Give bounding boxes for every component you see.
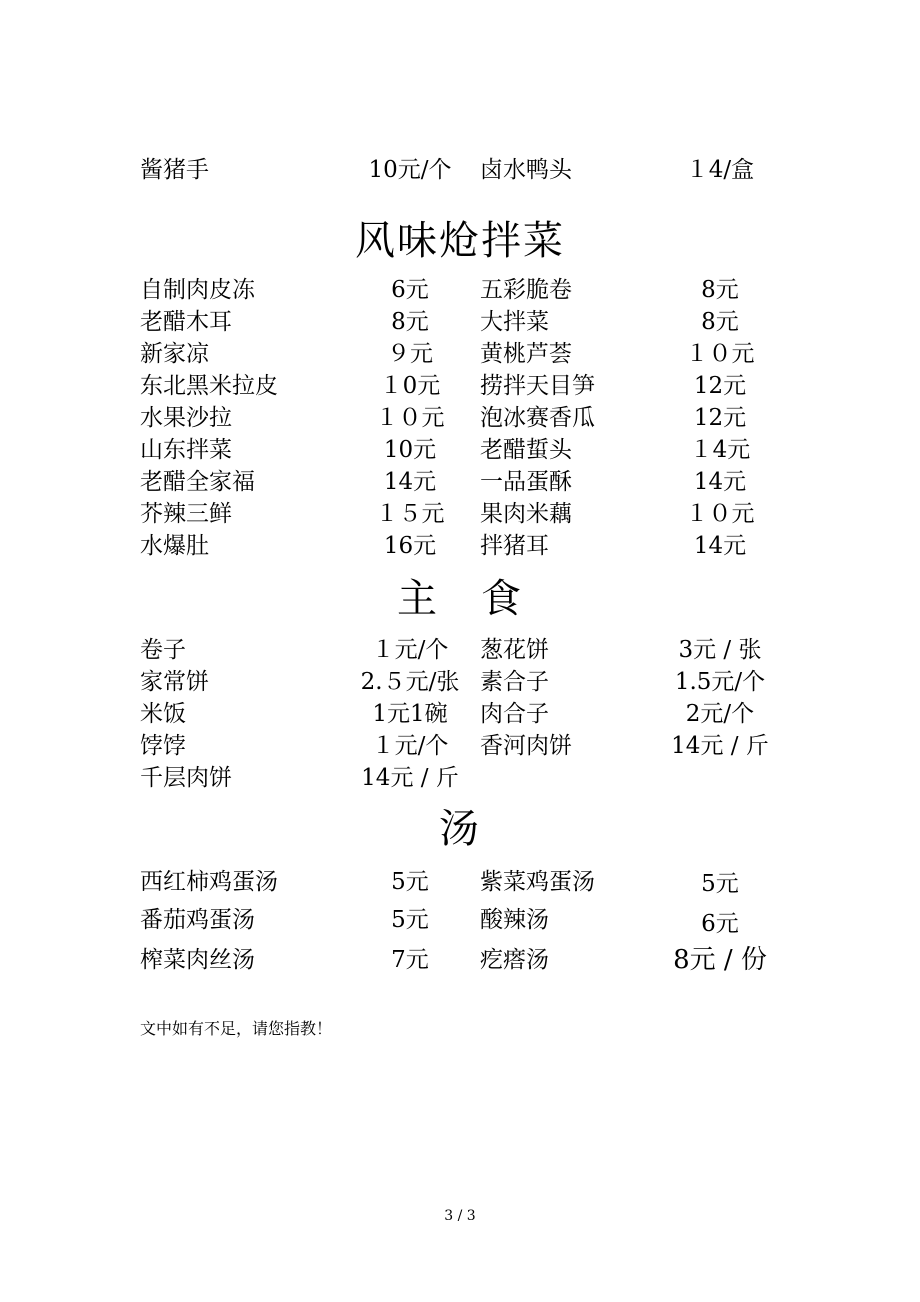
menu-row [0,434,920,466]
dish-name: 泡冰赛香瓜 [480,405,595,431]
menu-row [0,466,920,498]
menu-row [0,530,920,562]
menu-row [0,698,920,730]
dish-price: １０元 [375,405,445,431]
menu-row [0,730,920,762]
dish-name: 东北黑米拉皮 [140,373,278,399]
dish-price: １元/个 [371,637,449,663]
dish-name: 榨菜肉丝汤 [140,947,255,973]
dish-name: 山东拌菜 [140,437,232,463]
dish-price: 14元 / 斤 [671,733,769,759]
dish-name: 紫菜鸡蛋汤 [480,869,595,895]
dish-name: 老醋木耳 [140,309,232,335]
dish-price: １５元 [375,501,445,527]
menu-row [0,944,920,976]
dish-price: １０元 [685,501,755,527]
dish-name: 拌猪耳 [480,533,549,559]
dish-price: 7元 [391,947,429,973]
menu-row [0,762,920,794]
dish-name: 老醋蜇头 [480,437,572,463]
dish-name: 疙瘩汤 [480,947,549,973]
dish-name: 老醋全家福 [140,469,255,495]
dish-price: 14元 [693,533,747,559]
dish-name: 五彩脆卷 [480,277,572,303]
dish-price: 14元 / 斤 [361,765,459,791]
dish-price: １4元 [689,437,751,463]
dish-name: 香河肉饼 [480,733,572,759]
menu-row [0,666,920,698]
dish-price: 5元 [701,871,739,897]
dish-price: 6元 [701,911,739,937]
footer-note: 文中如有不足，请您指教！ [140,1019,333,1038]
menu-row [0,402,920,434]
dish-name: 酱猪手 [140,157,209,183]
dish-name: 水果沙拉 [140,405,232,431]
dish-name: 水爆肚 [140,533,209,559]
dish-price: 12元 [693,405,747,431]
dish-price: 10元 [383,437,437,463]
dish-name: 西红柿鸡蛋汤 [140,869,278,895]
dish-name: 素合子 [480,669,549,695]
dish-price: 1.5元/个 [674,669,766,695]
menu-row [0,274,920,306]
dish-price: 8元 [391,309,429,335]
dish-name: 千层肉饼 [140,765,232,791]
dish-price: 14元 [693,469,747,495]
menu-row [0,306,920,338]
dish-name: 芥辣三鲜 [140,501,232,527]
dish-price: 2元/个 [685,701,755,727]
dish-price: 2.５元/张 [360,669,460,695]
menu-row [0,338,920,370]
dish-name: 一品蛋酥 [480,469,572,495]
page-number: 3 / 3 [444,1208,476,1224]
dish-price: 6元 [391,277,429,303]
menu-row [0,634,920,666]
dish-price: 5元 [391,907,429,933]
dish-price: 8元 [701,277,739,303]
dish-name: 黄桃芦荟 [480,341,572,367]
menu-row [0,154,920,186]
dish-name: 米饭 [140,701,186,727]
dish-name: 自制肉皮冻 [140,277,255,303]
section-title-soup: 汤 [439,806,481,852]
dish-price: 12元 [693,373,747,399]
dish-price: １0元 [379,373,441,399]
dish-price: １元/个 [371,733,449,759]
dish-price: ９元 [387,341,433,367]
dish-name: 大拌菜 [480,309,549,335]
dish-price: １4/盒 [685,157,755,183]
menu-row [0,370,920,402]
dish-price: １０元 [685,341,755,367]
menu-row [0,904,920,936]
dish-price: 16元 [383,533,437,559]
section-title-cold-dishes: 风味炝拌菜 [355,218,565,264]
dish-name: 酸辣汤 [480,907,549,933]
dish-price: 8元 [701,309,739,335]
dish-name: 捞拌天目笋 [480,373,595,399]
dish-name: 卷子 [140,637,186,663]
dish-price: 1元1碗 [372,701,448,727]
dish-name: 番茄鸡蛋汤 [140,907,255,933]
dish-name: 家常饼 [140,669,209,695]
menu-row [0,498,920,530]
menu-row [0,866,920,898]
dish-price: 10元/个 [368,157,452,183]
dish-price: 3元 / 张 [678,637,762,663]
dish-price: 8元 / 份 [673,945,767,975]
dish-price: 14元 [383,469,437,495]
dish-name: 果肉米藕 [480,501,572,527]
dish-name: 饽饽 [140,733,186,759]
dish-name: 新家凉 [140,341,209,367]
dish-name: 葱花饼 [480,637,549,663]
dish-name: 卤水鸭头 [480,157,572,183]
section-title-staple-food: 主 食 [397,576,523,622]
dish-name: 肉合子 [480,701,549,727]
dish-price: 5元 [391,869,429,895]
